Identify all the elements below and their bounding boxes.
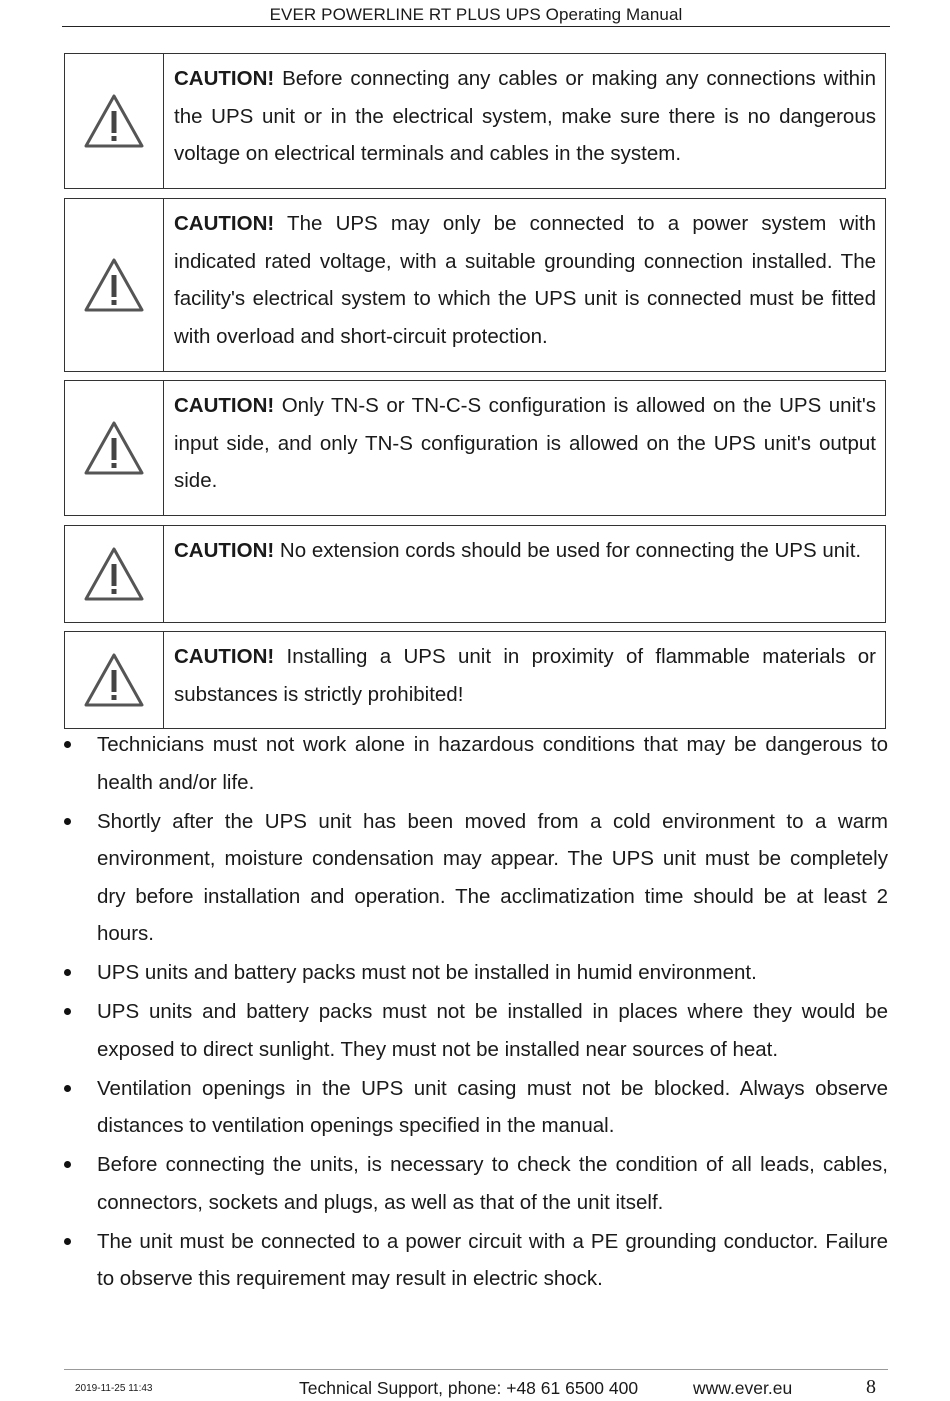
list-item-text: Shortly after the UPS unit has been moved from a cold environment to a warm environment, moisture condensation may appear. The UPS unit must be completely dry before installation and operation. The acclimatization time should be at least 2 hours. (97, 809, 888, 945)
list-item (62, 1223, 888, 1298)
bullet-icon (64, 1085, 71, 1092)
list-item (62, 803, 888, 953)
caution-body: The UPS may only be connected to a power system with indicated rated voltage, with a suitable grounding connection installed. The facility's electrical system to which the UPS unit is connected must be fitted with overload and short-circuit protection. (174, 212, 876, 348)
caution-label: CAUTION! (174, 645, 275, 668)
caution-icon-cell (65, 526, 164, 622)
caution-icon-cell (65, 199, 164, 371)
list-item (62, 954, 888, 992)
warning-triangle-icon (82, 92, 146, 150)
page-footer (64, 1369, 888, 1400)
list-item (62, 726, 888, 801)
list-item-text: Ventilation openings in the UPS unit casing must not be blocked. Always observe distances to ventilation openings specified in the manual. (97, 1076, 888, 1137)
list-item-text: Technicians must not work alone in hazardous conditions that may be dangerous to health and/or life. (97, 733, 888, 794)
footer-support-phone: Technical Support, phone: +48 61 6500 400 (299, 1378, 639, 1398)
bullet-icon (64, 818, 71, 825)
caution-icon-cell (65, 54, 164, 188)
caution-icon-cell (65, 632, 164, 728)
bullet-icon (64, 1238, 71, 1245)
list-item (62, 1070, 888, 1145)
caution-text (164, 526, 885, 622)
caution-box (64, 53, 886, 189)
warning-triangle-icon (82, 256, 146, 314)
warning-triangle-icon (82, 651, 146, 709)
caution-body: Installing a UPS unit in proximity of flammable materials or substances is strictly prohibited! (174, 645, 876, 706)
footer-website: www.ever.eu (693, 1378, 793, 1398)
caution-label: CAUTION! (174, 394, 275, 417)
caution-body: No extension cords should be used for connecting the UPS unit. (274, 539, 862, 562)
warning-triangle-icon (82, 545, 146, 603)
warning-triangle-icon (82, 419, 146, 477)
list-item-text: UPS units and battery packs must not be installed in humid environment. (97, 961, 757, 984)
list-item-text: UPS units and battery packs must not be installed in places where they would be exposed to direct sunlight. They must not be installed near sources of heat. (97, 1000, 888, 1061)
bullet-icon (64, 969, 71, 976)
page-number: 8 (866, 1376, 876, 1398)
list-item (62, 993, 888, 1068)
safety-bullet-list (62, 726, 888, 1299)
bullet-icon (64, 1161, 71, 1168)
bullet-icon (64, 741, 71, 748)
caution-text (164, 54, 885, 188)
caution-box (64, 525, 886, 623)
bullet-icon (64, 1008, 71, 1015)
caution-body: Before connecting any cables or making any connections within the UPS unit or in the electrical system, make sure there is no dangerous voltage on electrical terminals and cables in the system. (174, 67, 876, 165)
caution-box (64, 631, 886, 729)
list-item-text: Before connecting the units, is necessary to check the condition of all leads, cables, connectors, sockets and plugs, as well as that of the unit itself. (97, 1153, 888, 1214)
caution-text (164, 199, 885, 371)
caution-label: CAUTION! (174, 539, 275, 562)
footer-date: 2019-11-25 11:43 (75, 1383, 153, 1394)
caution-box (64, 198, 886, 372)
list-item (62, 1146, 888, 1221)
page-header: EVER POWERLINE RT PLUS UPS Operating Manual (62, 4, 890, 27)
caution-box (64, 380, 886, 516)
caution-label: CAUTION! (174, 212, 275, 235)
caution-label: CAUTION! (174, 67, 275, 90)
caution-text (164, 381, 885, 515)
caution-text (164, 632, 885, 728)
caution-icon-cell (65, 381, 164, 515)
caution-body: Only TN-S or TN-C-S configuration is allowed on the UPS unit's input side, and only TN-S configuration is allowed on the UPS unit's output side. (174, 394, 876, 492)
list-item-text: The unit must be connected to a power circuit with a PE grounding conductor. Failure to observe this requirement may result in electric shock. (97, 1229, 888, 1290)
